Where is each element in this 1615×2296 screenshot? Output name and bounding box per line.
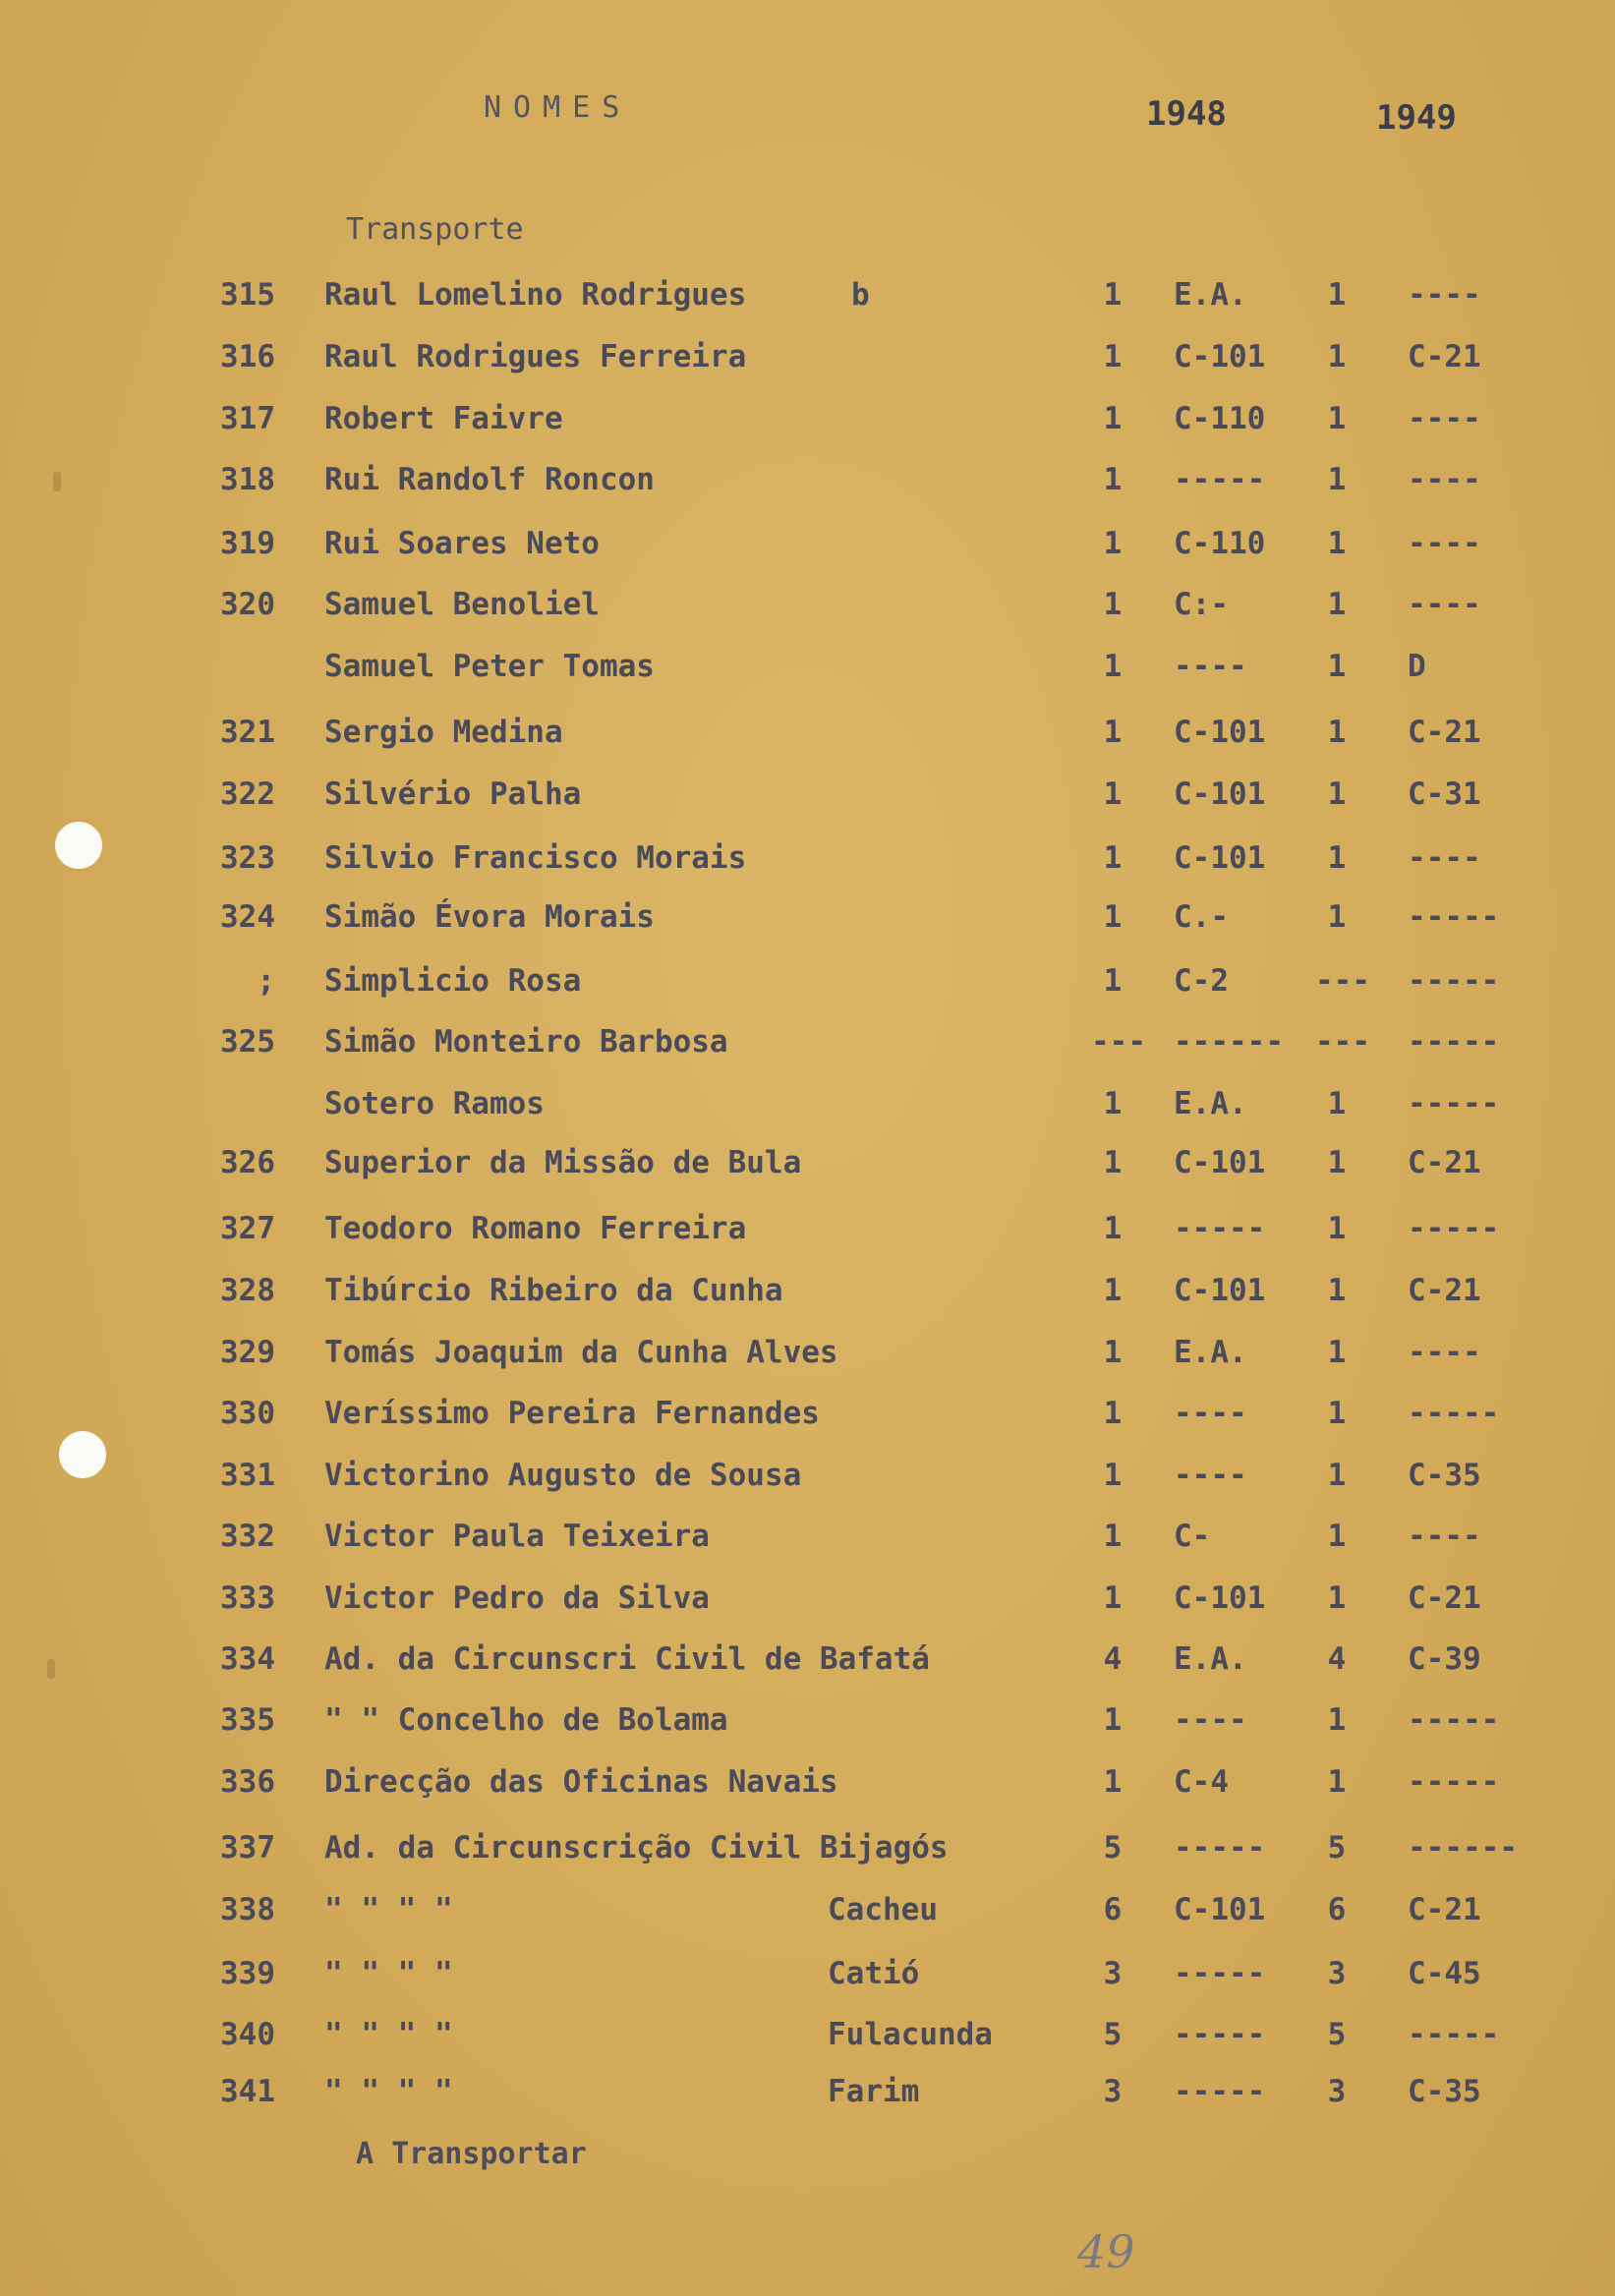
row-1948-count: 1 <box>1103 1211 1123 1246</box>
row-number: 329 <box>220 1335 275 1370</box>
row-1949-code: ---- <box>1408 587 1481 622</box>
row-1948-count: 1 <box>1103 776 1123 812</box>
row-name: Simplicio Rosa <box>324 963 582 999</box>
row-number: 339 <box>220 1956 275 1991</box>
row-number: 328 <box>220 1273 275 1308</box>
table-row <box>0 715 1615 764</box>
row-number: 323 <box>220 840 275 876</box>
row-1949-code: C-21 <box>1408 339 1481 374</box>
row-1948-count: 4 <box>1103 1641 1123 1677</box>
row-1949-count: 1 <box>1327 840 1347 876</box>
row-1949-code: ---- <box>1408 840 1481 876</box>
row-1948-code: C-101 <box>1174 1273 1266 1308</box>
row-1949-code: ----- <box>1408 2017 1500 2052</box>
row-1948-count: 1 <box>1103 1519 1123 1554</box>
row-1949-code: C-21 <box>1408 1273 1481 1308</box>
row-number: 334 <box>220 1641 275 1677</box>
row-1949-code: ----- <box>1408 1396 1500 1431</box>
row-1948-code: C-101 <box>1174 776 1266 812</box>
row-name: " " " " <box>324 1956 453 1991</box>
row-1949-code: ----- <box>1408 1764 1500 1800</box>
row-1949-code: ----- <box>1408 1211 1500 1246</box>
row-number: ; <box>257 963 275 999</box>
row-1949-code: D <box>1408 649 1426 684</box>
row-1949-count: 1 <box>1327 401 1347 436</box>
row-1949-count: 1 <box>1327 1764 1347 1800</box>
row-1949-code: C-21 <box>1408 1580 1481 1616</box>
table-row <box>0 1396 1615 1445</box>
row-name: Ad. da Circunscrição Civil Bijagós <box>324 1830 949 1866</box>
row-1949-count: 3 <box>1327 2074 1347 2109</box>
row-1949-code: ----- <box>1408 1024 1500 1060</box>
row-name: Silvio Francisco Morais <box>324 840 747 876</box>
row-1948-code: ----- <box>1174 1211 1266 1246</box>
row-name: Sotero Ramos <box>324 1086 545 1121</box>
row-name: Teodoro Romano Ferreira <box>324 1211 747 1246</box>
row-number: 340 <box>220 2017 275 2052</box>
row-1948-count: 1 <box>1103 526 1123 561</box>
row-1948-code: C-101 <box>1174 1892 1266 1927</box>
row-1949-code: C-35 <box>1408 2074 1481 2109</box>
table-row <box>0 1145 1615 1194</box>
row-1948-code: C-4 <box>1174 1764 1229 1800</box>
carry-in-label: Transporte <box>346 212 524 247</box>
row-place: Cacheu <box>828 1892 938 1927</box>
table-row <box>0 462 1615 511</box>
row-1948-code: ------ <box>1174 1024 1284 1060</box>
row-1949-code: C-39 <box>1408 1641 1481 1677</box>
row-1948-code: C-110 <box>1174 526 1266 561</box>
row-1949-count: --- <box>1315 963 1370 999</box>
row-1948-count: 1 <box>1103 401 1123 436</box>
row-place: Catió <box>828 1956 920 1991</box>
row-number: 333 <box>220 1580 275 1616</box>
row-1949-count: 1 <box>1327 1335 1347 1370</box>
table-row <box>0 1458 1615 1507</box>
table-row <box>0 776 1615 826</box>
row-1948-count: 3 <box>1103 1956 1123 1991</box>
row-1949-count: 4 <box>1327 1641 1347 1677</box>
table-row <box>0 1956 1615 2005</box>
page-number: 49 <box>1077 2225 1135 2278</box>
row-name: Direcção das Oficinas Navais <box>324 1764 838 1800</box>
row-1949-count: 1 <box>1327 1273 1347 1308</box>
row-1948-code: C-110 <box>1174 401 1266 436</box>
table-row <box>0 1211 1615 1260</box>
row-1949-count: 1 <box>1327 1702 1347 1738</box>
row-1948-code: ---- <box>1174 649 1247 684</box>
row-1948-code: C.- <box>1174 899 1229 935</box>
table-row <box>0 339 1615 388</box>
row-name: Simão Monteiro Barbosa <box>324 1024 728 1060</box>
row-number: 336 <box>220 1764 275 1800</box>
row-number: 315 <box>220 277 275 313</box>
row-1948-code: C-101 <box>1174 1145 1266 1180</box>
table-row <box>0 899 1615 948</box>
row-1948-count: 6 <box>1103 1892 1123 1927</box>
row-name: Sergio Medina <box>324 715 563 750</box>
row-name: " " Concelho de Bolama <box>324 1702 728 1738</box>
row-1948-code: E.A. <box>1174 1641 1247 1677</box>
row-1948-count: 1 <box>1103 963 1123 999</box>
row-number: 331 <box>220 1458 275 1493</box>
row-name: Tibúrcio Ribeiro da Cunha <box>324 1273 783 1308</box>
row-1948-code: C:- <box>1174 587 1229 622</box>
table-row <box>0 2017 1615 2066</box>
row-name: Victor Paula Teixeira <box>324 1519 710 1554</box>
row-1948-count: 1 <box>1103 1335 1123 1370</box>
table-row <box>0 1580 1615 1630</box>
row-1949-count: 1 <box>1327 1519 1347 1554</box>
row-1948-count: 1 <box>1103 715 1123 750</box>
row-1949-count: 3 <box>1327 1956 1347 1991</box>
row-1948-code: E.A. <box>1174 277 1247 313</box>
row-1948-count: 1 <box>1103 1396 1123 1431</box>
row-1948-code: ---- <box>1174 1458 1247 1493</box>
row-1949-count: 1 <box>1327 587 1347 622</box>
row-name: Ad. da Circunscri Civil de Bafatá <box>324 1641 930 1677</box>
row-1948-code: C-101 <box>1174 1580 1266 1616</box>
row-1949-count: 1 <box>1327 899 1347 935</box>
table-row <box>0 587 1615 636</box>
year-1948-heading: 1948 <box>1146 94 1227 134</box>
row-1949-count: 1 <box>1327 277 1347 313</box>
table-row <box>0 1702 1615 1751</box>
row-number: 319 <box>220 526 275 561</box>
row-1948-code: ---- <box>1174 1396 1247 1431</box>
row-1949-code: ----- <box>1408 1702 1500 1738</box>
row-name: Rui Soares Neto <box>324 526 600 561</box>
table-row <box>0 840 1615 890</box>
row-place: Farim <box>828 2074 920 2109</box>
row-1948-count: 1 <box>1103 587 1123 622</box>
row-1948-count: 1 <box>1103 1702 1123 1738</box>
row-number: 332 <box>220 1519 275 1554</box>
row-name: " " " " <box>324 2017 453 2052</box>
row-1948-count: 1 <box>1103 1273 1123 1308</box>
row-1949-code: ---- <box>1408 526 1481 561</box>
row-number: 317 <box>220 401 275 436</box>
row-1949-code: ----- <box>1408 899 1500 935</box>
row-1948-code: E.A. <box>1174 1086 1247 1121</box>
row-1949-count: 1 <box>1327 462 1347 497</box>
row-1949-count: 5 <box>1327 2017 1347 2052</box>
row-name: Tomás Joaquim da Cunha Alves <box>324 1335 838 1370</box>
carry-out-label: A Transportar <box>356 2137 587 2171</box>
row-1948-code: C- <box>1174 1519 1211 1554</box>
row-number: 330 <box>220 1396 275 1431</box>
row-1949-code: ---- <box>1408 1519 1481 1554</box>
row-1948-code: C-101 <box>1174 715 1266 750</box>
row-1949-code: C-31 <box>1408 776 1481 812</box>
row-name: Rui Randolf Roncon <box>324 462 655 497</box>
row-flag: b <box>851 277 870 313</box>
row-1948-count: 1 <box>1103 840 1123 876</box>
row-name: Raul Rodrigues Ferreira <box>324 339 747 374</box>
row-1948-code: C-101 <box>1174 840 1266 876</box>
row-1949-count: 5 <box>1327 1830 1347 1866</box>
row-number: 335 <box>220 1702 275 1738</box>
row-number: 321 <box>220 715 275 750</box>
row-number: 326 <box>220 1145 275 1180</box>
table-row <box>0 1086 1615 1135</box>
table-row <box>0 1335 1615 1384</box>
row-1949-code: C-21 <box>1408 1892 1481 1927</box>
row-1948-code: ----- <box>1174 1956 1266 1991</box>
row-1948-count: 5 <box>1103 2017 1123 2052</box>
table-row <box>0 963 1615 1012</box>
row-1948-count: 1 <box>1103 1086 1123 1121</box>
row-1948-count: 1 <box>1103 462 1123 497</box>
row-1949-count: 1 <box>1327 1396 1347 1431</box>
table-row <box>0 1764 1615 1813</box>
table-row <box>0 1830 1615 1879</box>
row-1948-count: 1 <box>1103 1580 1123 1616</box>
table-row <box>0 649 1615 698</box>
row-1949-count: 1 <box>1327 1580 1347 1616</box>
row-1949-code: ----- <box>1408 1086 1500 1121</box>
row-1948-code: ----- <box>1174 2074 1266 2109</box>
row-name: Veríssimo Pereira Fernandes <box>324 1396 820 1431</box>
row-1949-code: ---- <box>1408 401 1481 436</box>
row-name: Simão Évora Morais <box>324 899 655 935</box>
row-1948-count: 1 <box>1103 1764 1123 1800</box>
row-number: 338 <box>220 1892 275 1927</box>
row-number: 318 <box>220 462 275 497</box>
table-row <box>0 1024 1615 1073</box>
year-1949-heading: 1949 <box>1376 98 1457 138</box>
row-1948-code: ----- <box>1174 462 1266 497</box>
row-1949-count: 1 <box>1327 776 1347 812</box>
table-row <box>0 1892 1615 1941</box>
table-row <box>0 1273 1615 1322</box>
row-name: Samuel Peter Tomas <box>324 649 655 684</box>
row-1949-count: 1 <box>1327 649 1347 684</box>
row-1949-code: ------ <box>1408 1830 1518 1866</box>
table-row <box>0 277 1615 326</box>
table-row <box>0 1641 1615 1691</box>
row-name: Superior da Missão de Bula <box>324 1145 802 1180</box>
row-number: 327 <box>220 1211 275 1246</box>
row-name: " " " " <box>324 1892 453 1927</box>
row-name: " " " " <box>324 2074 453 2109</box>
row-1948-count: --- <box>1091 1024 1146 1060</box>
row-1948-count: 1 <box>1103 1458 1123 1493</box>
row-number: 324 <box>220 899 275 935</box>
row-1949-code: ---- <box>1408 277 1481 313</box>
row-1949-code: C-21 <box>1408 715 1481 750</box>
row-1949-code: C-21 <box>1408 1145 1481 1180</box>
row-1948-code: ----- <box>1174 1830 1266 1866</box>
row-number: 322 <box>220 776 275 812</box>
row-1949-code: ----- <box>1408 963 1500 999</box>
row-1948-count: 1 <box>1103 277 1123 313</box>
row-1949-count: 1 <box>1327 339 1347 374</box>
row-1949-count: 1 <box>1327 715 1347 750</box>
row-number: 337 <box>220 1830 275 1866</box>
row-1948-count: 5 <box>1103 1830 1123 1866</box>
row-1949-count: 1 <box>1327 1211 1347 1246</box>
row-1949-code: C-45 <box>1408 1956 1481 1991</box>
row-1948-count: 1 <box>1103 649 1123 684</box>
row-1949-count: 1 <box>1327 526 1347 561</box>
row-name: Silvério Palha <box>324 776 582 812</box>
row-1949-count: 1 <box>1327 1086 1347 1121</box>
row-1949-code: C-35 <box>1408 1458 1481 1493</box>
row-1949-count: 1 <box>1327 1145 1347 1180</box>
row-name: Victorino Augusto de Sousa <box>324 1458 802 1493</box>
row-number: 320 <box>220 587 275 622</box>
row-place: Fulacunda <box>828 2017 993 2052</box>
row-name: Victor Pedro da Silva <box>324 1580 710 1616</box>
row-number: 325 <box>220 1024 275 1060</box>
row-name: Robert Faivre <box>324 401 563 436</box>
row-1948-code: ---- <box>1174 1702 1247 1738</box>
row-number: 341 <box>220 2074 275 2109</box>
row-1949-count: 6 <box>1327 1892 1347 1927</box>
row-1948-code: C-101 <box>1174 339 1266 374</box>
row-name: Samuel Benoliel <box>324 587 600 622</box>
table-row <box>0 401 1615 450</box>
row-1948-code: E.A. <box>1174 1335 1247 1370</box>
table-row <box>0 2074 1615 2123</box>
row-1948-count: 1 <box>1103 1145 1123 1180</box>
row-name: Raul Lomelino Rodrigues <box>324 277 747 313</box>
row-1949-code: ---- <box>1408 1335 1481 1370</box>
row-1948-code: C-2 <box>1174 963 1229 999</box>
row-1948-count: 1 <box>1103 339 1123 374</box>
row-1948-code: ----- <box>1174 2017 1266 2052</box>
row-1949-code: ---- <box>1408 462 1481 497</box>
table-row <box>0 526 1615 575</box>
row-1949-count: 1 <box>1327 1458 1347 1493</box>
row-number: 316 <box>220 339 275 374</box>
names-heading: NOMES <box>484 90 632 125</box>
row-1948-count: 3 <box>1103 2074 1123 2109</box>
row-1949-count: --- <box>1315 1024 1370 1060</box>
row-1948-count: 1 <box>1103 899 1123 935</box>
table-row <box>0 1519 1615 1568</box>
